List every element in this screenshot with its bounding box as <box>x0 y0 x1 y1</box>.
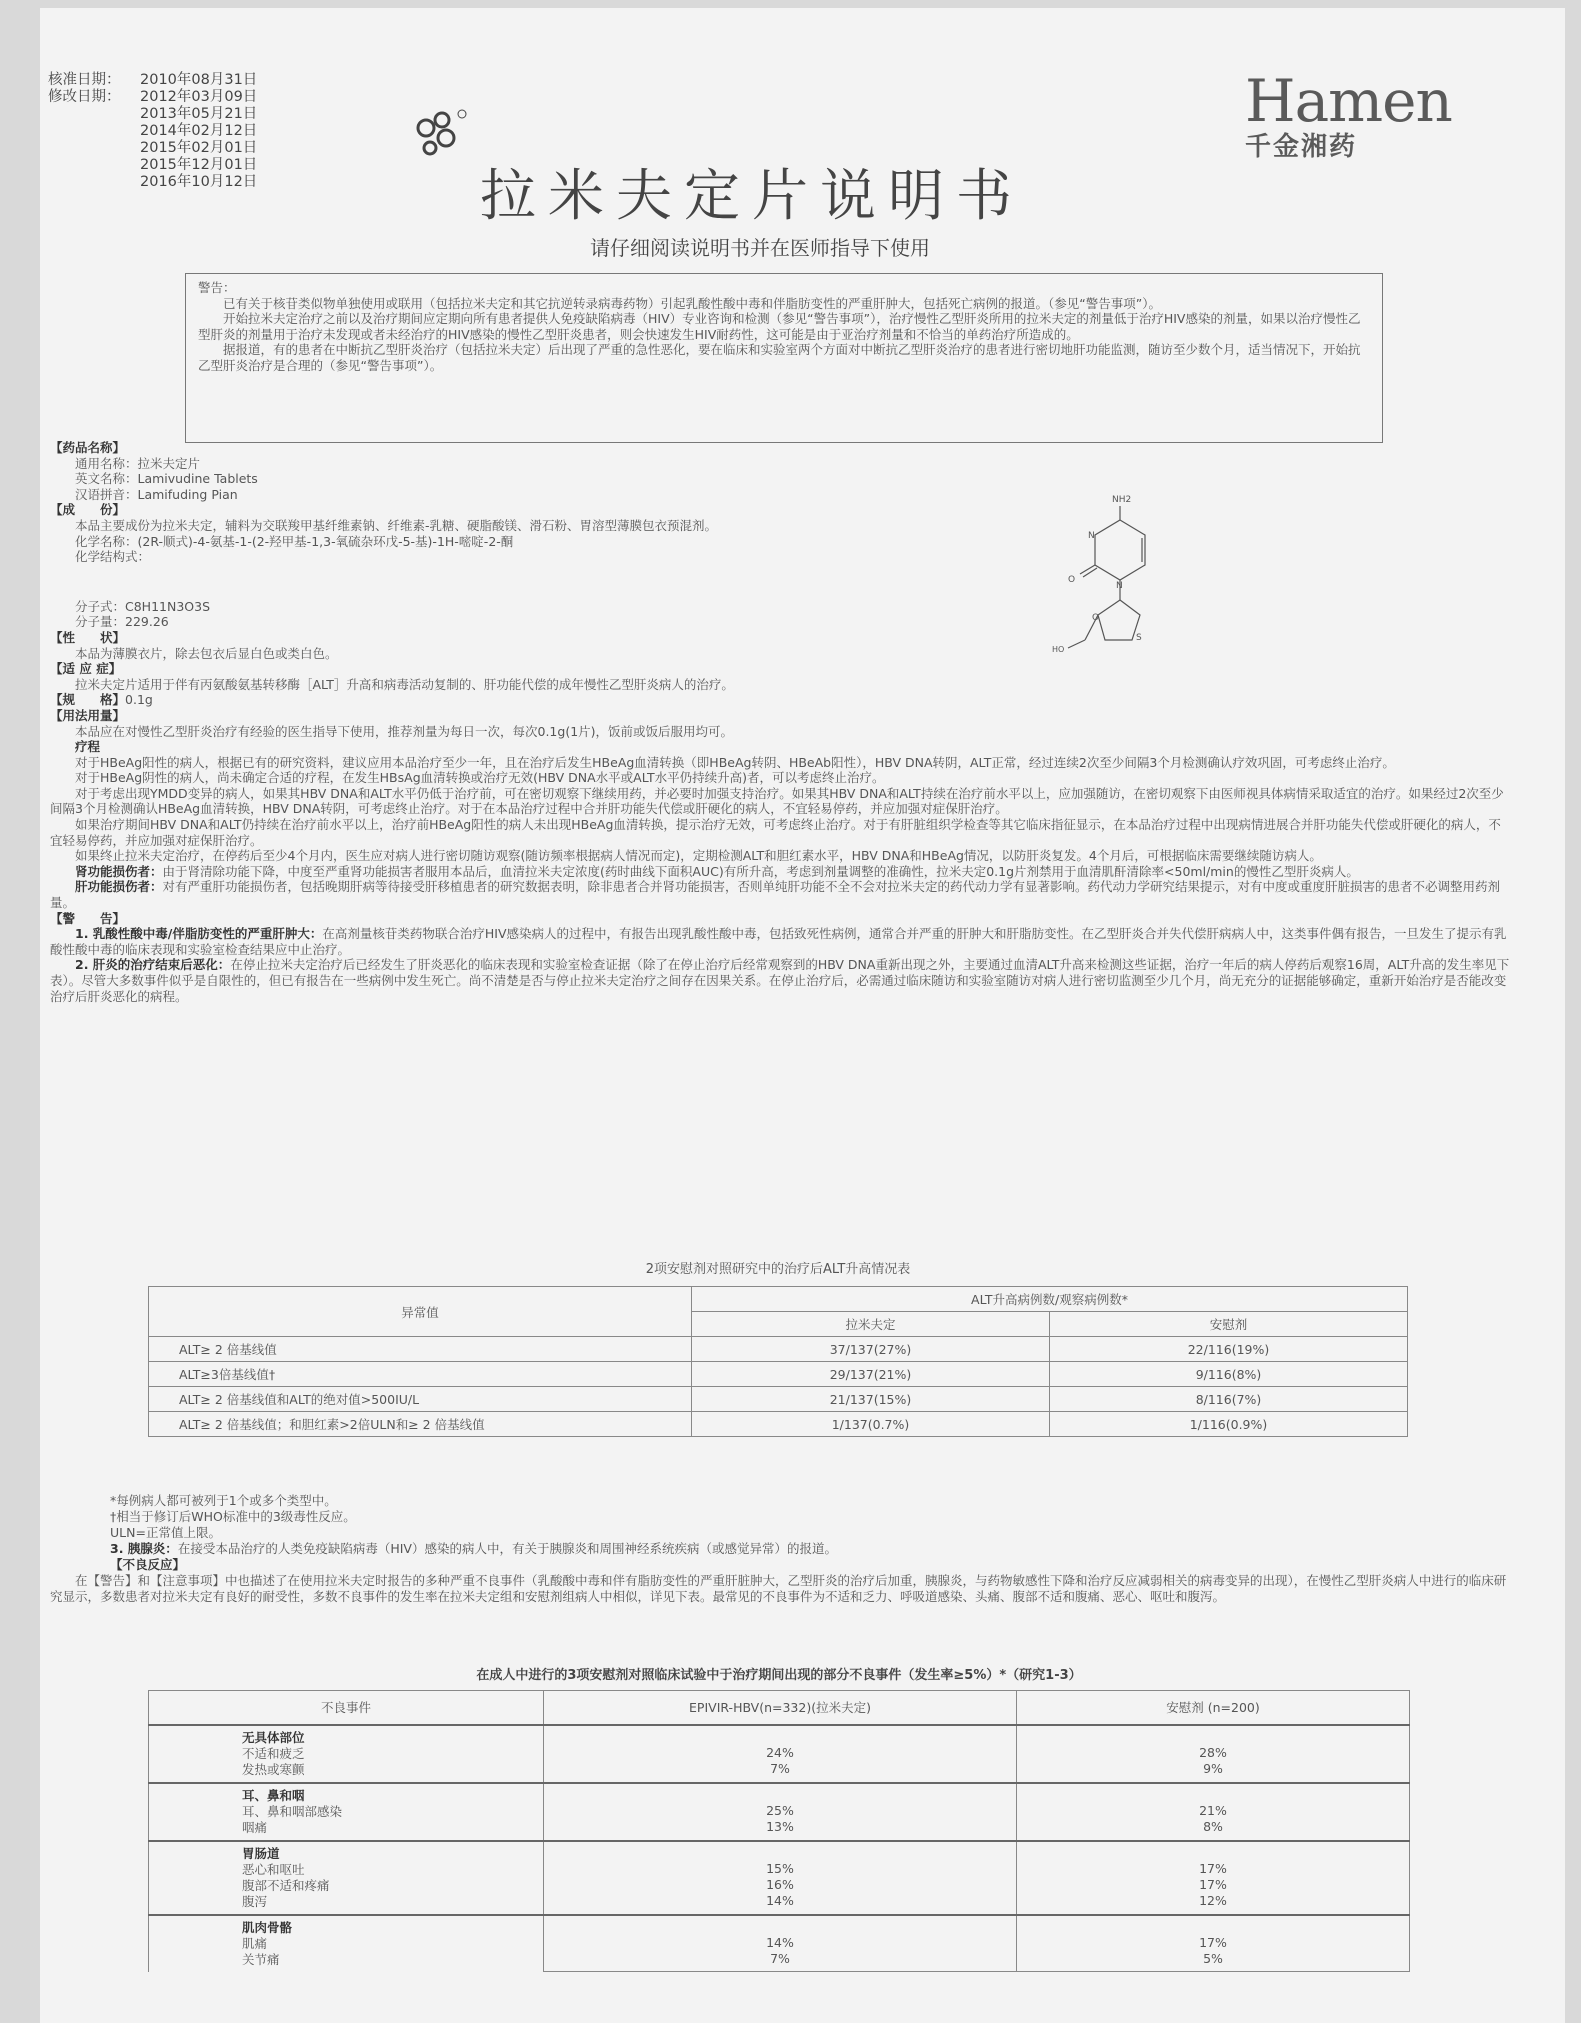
table-cell-drug: 29/137(21%) <box>692 1362 1050 1387</box>
usage-paragraph: 对于HBeAg阴性的病人，尚未确定合适的疗程，在发生HBsAg血清转换或治疗无效(HBV DNA水平或ALT水平仍持续升高)者，可以考虑终止治疗。 <box>75 770 885 786</box>
date-row <box>48 157 257 174</box>
alt-table-caption: 2项安慰剂对照研究中的治疗后ALT升高情况表 <box>645 1262 911 1277</box>
molecule-nh2-label: NH2 <box>1112 495 1132 505</box>
table-cell-label: 发热或寒颤 <box>242 1761 305 1777</box>
table-cell-placebo: 28% <box>1199 1744 1227 1760</box>
course-label: 疗程 <box>75 739 101 755</box>
table-header-placebo: 安慰剂 <box>1050 1312 1408 1337</box>
warning-item-title: 2. 肝炎的治疗结束后恶化： <box>75 957 231 973</box>
table-group-cell <box>149 1841 544 1915</box>
molecule-s-label: S <box>1136 633 1142 643</box>
table-group-name: 胃肠道 <box>242 1845 280 1861</box>
date-label <box>48 174 140 191</box>
table-cell-label: 肌痛 <box>242 1935 268 1951</box>
date-label: 修改日期： <box>48 89 121 105</box>
date-row <box>48 123 257 140</box>
document-subtitle: 请仔细阅读说明书并在医师指导下使用 <box>590 236 930 260</box>
warning-item-title: 3. 胰腺炎： <box>110 1541 178 1556</box>
table-group-block <box>150 1785 542 1839</box>
document-title: 拉米夫定片说明书 <box>480 164 1024 229</box>
table-group-cell <box>149 1783 544 1841</box>
table-cell-drug: 14% <box>766 1934 794 1950</box>
table-cell-placebo: 9/116(8%) <box>1050 1362 1408 1387</box>
table-group-placebo-cell <box>1017 1783 1410 1841</box>
date-row <box>48 89 257 106</box>
table-cell-drug: 13% <box>766 1818 794 1834</box>
molecule-o-label: O <box>1068 575 1076 585</box>
leaflet-body <box>50 440 1510 1004</box>
table-group-cell <box>149 1915 544 1972</box>
adverse-text: 在【警告】和【注意事项】中也描述了在使用拉米夫定时报告的多种严重不良事件（乳酸酸中毒和伴有脂肪变性的严重肝脏肿大，乙型肝炎的治疗后加重，胰腺炎，与药物敏感性下降和治疗反应减弱相关的病毒变异的出现），在慢性乙型肝炎病人中进行的临床研究显示，多数患者对拉米夫定有良好的耐受性，多数不良事件的发生率在拉米夫定组和安慰剂组病人中相似，详见下表。最常见的不良事件为不适和乏力、呼吸道感染、头痛、腹部不适和腹痛、恶心、呕吐和腹泻。 <box>50 1573 1507 1604</box>
table-cell-placebo: 21% <box>1199 1802 1227 1818</box>
table-group-placebo-cell <box>1017 1915 1410 1972</box>
table-cell-label: ALT≥ 2 倍基线值和ALT的绝对值>500IU/L <box>149 1387 692 1412</box>
adverse-events-table <box>148 1690 1410 1972</box>
table-cell-drug: 14% <box>766 1892 794 1908</box>
english-name: 英文名称：Lamivudine Tablets <box>75 471 258 487</box>
table-cell-label: 不适和疲乏 <box>242 1745 305 1761</box>
date-value: 2014年02月12日 <box>140 123 258 139</box>
date-label <box>48 106 140 123</box>
section-heading: 【成 份】 <box>50 502 126 518</box>
hepatic-label: 肝功能损伤者： <box>75 879 163 895</box>
date-value: 2015年12月01日 <box>140 157 258 173</box>
brand-name-en: Hamen <box>1245 67 1452 135</box>
table-group-row <box>149 1841 1410 1915</box>
table-group-row <box>149 1783 1410 1841</box>
section-heading: 【不良反应】 <box>110 1557 186 1572</box>
table-group-block <box>150 1727 542 1781</box>
date-row <box>48 106 257 123</box>
company-logo-icon <box>408 106 470 160</box>
molecular-formula: 分子式：C8H11N3O3S <box>75 598 211 614</box>
table-note: ULN=正常值上限。 <box>110 1525 221 1540</box>
date-label: 核准日期： <box>48 72 121 88</box>
table-notes <box>50 1493 1510 1605</box>
table-group-name: 耳、鼻和咽 <box>242 1787 305 1803</box>
usage-intro: 本品应在对慢性乙型肝炎治疗有经验的医生指导下使用，推荐剂量为每日一次，每次0.1g(1片)，饭前或饭后服用均可。 <box>75 723 734 739</box>
table-group-placebo-cell <box>1017 1841 1410 1915</box>
table-cell-label: ALT≥3倍基线值† <box>149 1362 692 1387</box>
usage-paragraph: 如果治疗期间HBV DNA和ALT仍持续在治疗前水平以上，治疗前HBeAg阳性的病人未出现HBeAg血清转换，提示治疗无效，可考虑终止治疗。对于有肝脏组织学检查等其它临床指征显示，在本品治疗过程中出现病情进展合并肝功能失代偿或肝硬化的病人，不宜轻易停药，并应加强对症保肝治疗。 <box>50 817 1501 848</box>
table-cell-label: 腹部不适和疼痛 <box>242 1877 330 1893</box>
table-cell-placebo: 17% <box>1199 1934 1227 1950</box>
table-group-drug-cell <box>544 1841 1017 1915</box>
table-note: *每例病人都可被列于1个或多个类型中。 <box>110 1493 337 1508</box>
molecular-weight: 分子量：229.26 <box>75 614 169 630</box>
black-box-warning <box>185 273 1383 443</box>
indication-text: 拉米夫定片适用于伴有丙氨酸氨基转移酶［ALT］升高和病毒活动复制的、肝功能代偿的成年慢性乙型肝炎病人的治疗。 <box>75 676 734 692</box>
usage-paragraph: 对于HBeAg阳性的病人，根据已有的研究资料，建议应用本品治疗至少一年，且在治疗后发生HBeAg血清转换（即HBeAg转阴、HBeAb阳性），HBV DNA转阴，ALT正常，经过连续2次至少间隔3个月检测确认疗效巩固，可考虑终止治疗。 <box>75 754 1395 770</box>
table-group-placebo-cell <box>1017 1725 1410 1783</box>
molecule-o-label: O <box>1092 613 1100 623</box>
usage-paragraph: 如果终止拉米夫定治疗，在停药后至少4个月内，医生应对病人进行密切随访观察(随访频率根据病人情况而定)，定期检测ALT和胆红素水平，HBV DNA和HBeAg情况，以防肝炎复发。4个月后，可根据临床需要继续随访病人。 <box>75 848 1322 864</box>
table-note: †相当于修订后WHO标准中的3级毒性反应。 <box>110 1509 356 1524</box>
table-group-block <box>150 1917 542 1971</box>
section-heading: 【用法用量】 <box>50 707 126 723</box>
date-label <box>48 157 140 174</box>
date-label <box>48 123 140 140</box>
section-heading: 【警 告】 <box>50 910 126 926</box>
warning-paragraph: 据报道，有的患者在中断抗乙型肝炎治疗（包括拉米夫定）后出现了严重的急性恶化，要在临床和实验室两个方面对中断抗乙型肝炎治疗的患者进行密切地肝功能监测，随访至少数个月，适当情况下，开始抗乙型肝炎治疗是合理的（参见“警告事项”）。 <box>198 342 1361 373</box>
molecule-n-label: N <box>1088 531 1095 541</box>
section-heading: 【规 格】 <box>50 692 126 708</box>
warning-item-text: 在高剂量核苷类药物联合治疗HIV感染病人的过程中，有报告出现乳酸性酸中毒，包括致死性病例，通常合并严重的肝肿大和肝脂肪变性。在乙型肝炎合并失代偿肝病病人中，这类事件偶有报告，一旦发生了提示有乳酸性酸中毒的临床表现和实验室检查结果应中止治疗。 <box>50 926 1507 957</box>
table-cell-placebo: 17% <box>1199 1860 1227 1876</box>
alt-elevation-table <box>148 1286 1408 1437</box>
generic-name: 通用名称：拉米夫定片 <box>75 455 201 471</box>
table-header-group: ALT升高病例数/观察病例数* <box>692 1287 1408 1312</box>
structure-label: 化学结构式： <box>75 549 151 565</box>
molecule-hydroxyl-label: HO <box>1052 645 1065 654</box>
date-row <box>48 72 257 89</box>
warning-paragraph: 开始拉米夫定治疗之前以及治疗期间应定期向所有患者提供人免疫缺陷病毒（HIV）专业咨询和检测（参见“警告事项”），治疗慢性乙型肝炎所用的拉米夫定的剂量低于治疗HIV感染的剂量，如果以治疗慢性乙型肝炎的剂量用于治疗未发现或者未经治疗的HIV感染的慢性乙型肝炎患者，则会快速发生HIV耐药性，这可能是由于亚治疗剂量和不恰当的单药治疗所造成的。 <box>198 311 1361 342</box>
molecule-n-label: N <box>1116 581 1123 591</box>
table-header-placebo: 安慰剂 (n=200) <box>1017 1691 1410 1725</box>
table-group-name: 肌肉骨骼 <box>242 1919 293 1935</box>
table-row <box>149 1362 1408 1387</box>
date-value: 2013年05月21日 <box>140 106 258 122</box>
warning-item-text: 在接受本品治疗的人类免疫缺陷病毒（HIV）感染的病人中，有关于胰腺炎和周围神经系统疾病（或感觉异常）的报道。 <box>177 1541 837 1556</box>
usage-paragraph: 对于考虑出现YMDD变异的病人，如果其HBV DNA和ALT水平仍低于治疗前，可在密切观察下继续用药，并必要时加强支持治疗。如果其HBV DNA和ALT持续在治疗前水平以上，应加强随访，在密切观察下由医师视具体病情采取适宜的治疗。如果经过2次至少间隔3个月检测确认HBeAg血清转换，HBV DNA转阴，可考虑终止治疗。对于在本品治疗过程中合并肝功能失代偿或肝硬化的病人，不宜轻易停药，并应加强对症保肝治疗。 <box>50 785 1504 817</box>
table-header-drug: 拉米夫定 <box>692 1312 1050 1337</box>
spec-text: 0.1g <box>125 692 153 708</box>
date-label <box>48 140 140 157</box>
date-row <box>48 174 257 191</box>
table-cell-drug: 1/137(0.7%) <box>692 1412 1050 1437</box>
date-row <box>48 140 257 157</box>
table-cell-placebo: 22/116(19%) <box>1050 1337 1408 1362</box>
renal-text: 由于肾清除功能下降，中度至严重肾功能损害者服用本品后，血清拉米夫定浓度(药时曲线下面积AUC)有所升高，考虑到剂量调整的准确性，拉米夫定0.1g片剂禁用于血清肌酐清除率<50ml/min的慢性乙型肝炎病人。 <box>162 863 1359 879</box>
table-group-drug-cell <box>544 1725 1017 1783</box>
table-cell-label: 咽痛 <box>242 1819 268 1835</box>
table-cell-label: ALT≥ 2 倍基线值；和胆红素>2倍ULN和≥ 2 倍基线值 <box>149 1412 692 1437</box>
warning-item-text: 在停止拉米夫定治疗后已经发生了肝炎恶化的临床表现和实验室检查证据（除了在停止治疗后经常观察到的HBV DNA重新出现之外，主要通过血清ALT升高来检测这些证据，治疗一年后的病人停药后观察16周，ALT升高的发生率见下表）。尽管大多数事件似乎是自限性的，但已有报告在一些病例中发生死亡。尚不清楚是否与停止拉米夫定治疗之间存在因果关系。在停止治疗后，必需通过临床随访和实验室随访对病人进行密切监测至少几个月，尚无充分的证据能够确定，重新开始治疗是否能改变治疗后肝炎恶化的病程。 <box>50 957 1510 1004</box>
appearance-text: 本品为薄膜衣片，除去包衣后显白色或类白色。 <box>75 645 338 661</box>
table-cell-placebo: 8% <box>1203 1818 1223 1834</box>
date-value: 2016年10月12日 <box>140 174 258 190</box>
table-cell-label: ALT≥ 2 倍基线值 <box>149 1337 692 1362</box>
table-cell-drug: 15% <box>766 1860 794 1876</box>
hepatic-text: 对有严重肝功能损伤者，包括晚期肝病等待接受肝移植患者的研究数据表明，除非患者合并肾功能损害，否则单纯肝功能不全不会对拉米夫定的药代动力学有显著影响。药代动力学研究结果提示，对有中度或重度肝脏损害的患者不必调整用药剂量。 <box>50 879 1501 911</box>
warning-paragraph: 已有关于核苷类似物单独使用或联用（包括拉米夫定和其它抗逆转录病毒药物）引起乳酸性酸中毒和伴脂肪变性的严重肝肿大，包括死亡病例的报道。（参见“警告事项”）。 <box>223 295 1161 311</box>
table-header-abnormal: 异常值 <box>149 1287 692 1337</box>
adverse-table-caption: 在成人中进行的3项安慰剂对照临床试验中于治疗期间出现的部分不良事件（发生率≥5%）*（研究1-3） <box>476 1668 1082 1683</box>
renal-label: 肾功能损伤者： <box>75 863 163 879</box>
table-cell-placebo: 9% <box>1203 1760 1223 1776</box>
table-group-drug-cell <box>544 1915 1017 1972</box>
date-value: 2015年02月01日 <box>140 140 258 156</box>
table-cell-placebo: 12% <box>1199 1892 1227 1908</box>
table-group-block <box>150 1843 542 1913</box>
chemical-name: 化学名称：(2R-顺式)-4-氨基-1-(2-羟甲基-1,3-氧硫杂环戊-5-基)-1H-嘧啶-2-酮 <box>75 533 514 549</box>
table-group-name: 无具体部位 <box>242 1729 305 1745</box>
table-header-drug: EPIVIR-HBV(n=332)(拉米夫定) <box>544 1691 1017 1725</box>
table-cell-drug: 16% <box>766 1876 794 1892</box>
table-cell-label: 关节痛 <box>242 1951 280 1967</box>
table-row <box>149 1412 1408 1437</box>
warning-heading: 警告： <box>198 280 236 295</box>
table-cell-placebo: 17% <box>1199 1876 1227 1892</box>
section-heading: 【适 应 症】 <box>50 661 122 677</box>
section-heading: 【性 状】 <box>50 629 126 645</box>
revision-dates <box>48 72 257 191</box>
section-heading: 【药品名称】 <box>50 440 126 455</box>
table-cell-label: 腹泻 <box>242 1893 268 1909</box>
table-header-event: 不良事件 <box>149 1691 544 1725</box>
table-cell-drug: 24% <box>766 1744 794 1760</box>
table-group-row <box>149 1725 1410 1783</box>
table-cell-drug: 37/137(27%) <box>692 1337 1050 1362</box>
table-cell-label: 耳、鼻和咽部感染 <box>242 1803 343 1819</box>
brand-logo <box>1245 67 1452 163</box>
table-cell-label: 恶心和呕吐 <box>242 1861 305 1877</box>
table-row <box>149 1337 1408 1362</box>
table-row <box>149 1387 1408 1412</box>
table-cell-placebo: 8/116(7%) <box>1050 1387 1408 1412</box>
warning-item-title: 1. 乳酸性酸中毒/伴脂肪变性的严重肝肿大： <box>75 926 323 942</box>
composition-text: 本品主要成份为拉米夫定，辅料为交联羧甲基纤维素钠、纤维素-乳糖、硬脂酸镁、滑石粉、胃溶型薄膜包衣预混剂。 <box>75 517 718 533</box>
table-group-row <box>149 1915 1410 1972</box>
table-group-drug-cell <box>544 1783 1017 1841</box>
table-cell-drug: 21/137(15%) <box>692 1387 1050 1412</box>
table-cell-drug: 7% <box>770 1950 790 1966</box>
brand-name-cn: 千金湘药 <box>1245 132 1358 162</box>
table-cell-placebo: 1/116(0.9%) <box>1050 1412 1408 1437</box>
date-value: 2010年08月31日 <box>140 72 258 88</box>
table-cell-drug: 25% <box>766 1802 794 1818</box>
table-cell-drug: 7% <box>770 1760 790 1776</box>
pinyin-name: 汉语拼音：Lamifuding Pian <box>75 486 238 502</box>
date-value: 2012年03月09日 <box>140 89 258 105</box>
table-cell-placebo: 5% <box>1203 1950 1223 1966</box>
table-group-cell <box>149 1725 544 1783</box>
